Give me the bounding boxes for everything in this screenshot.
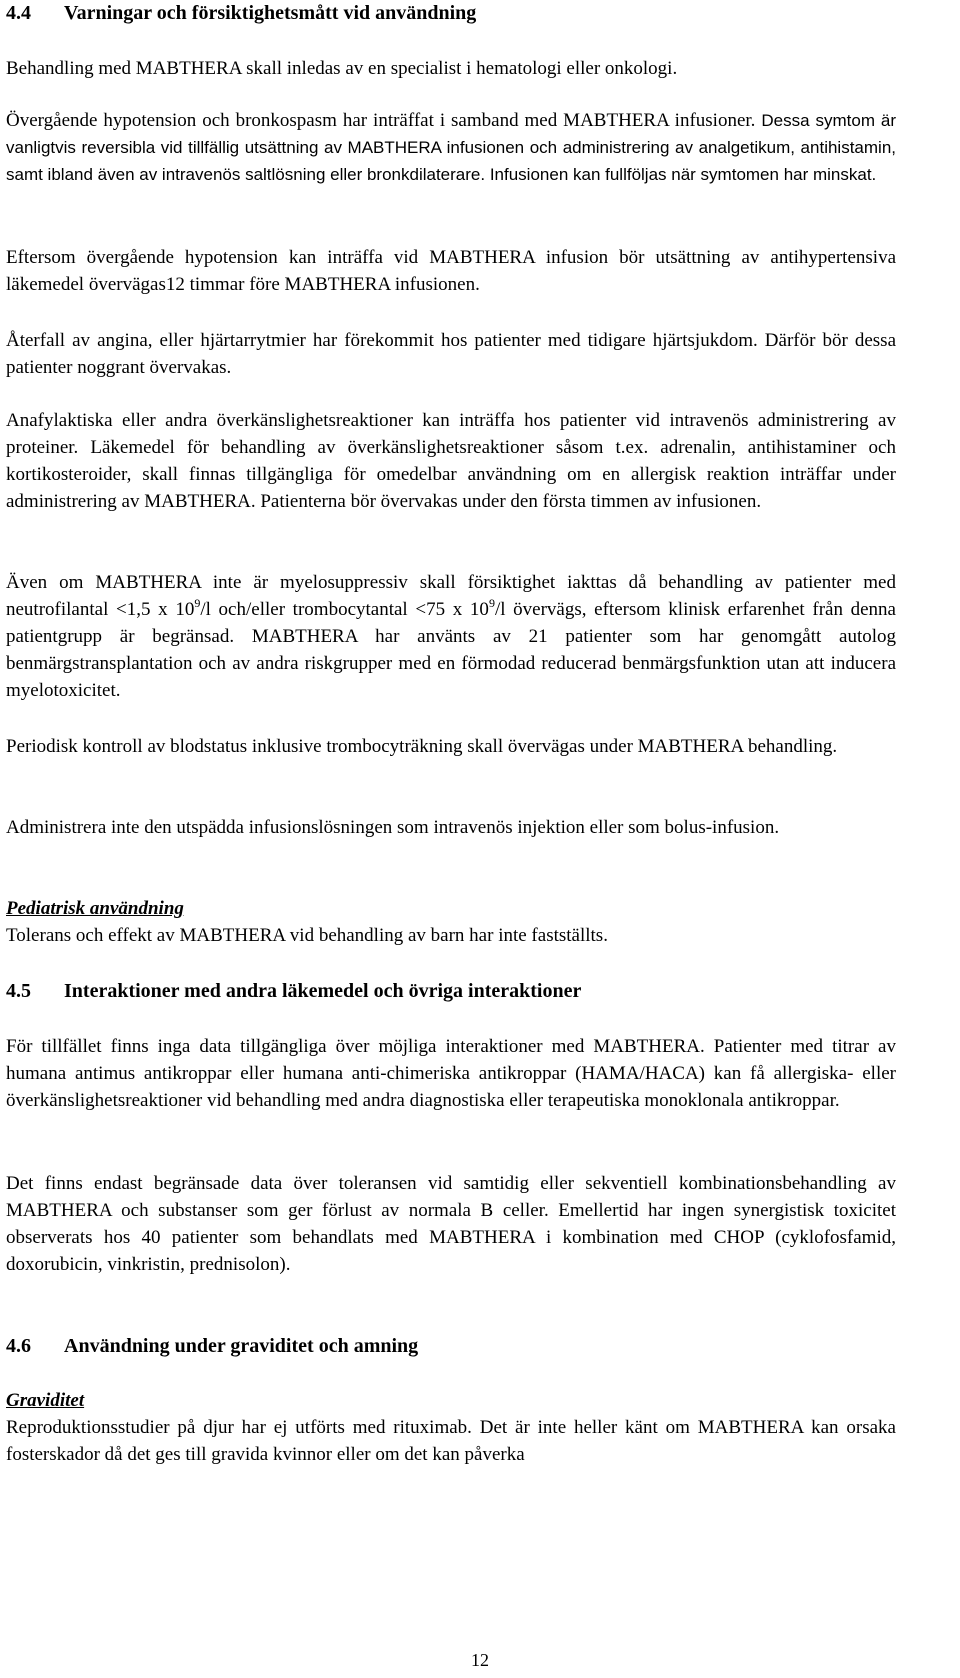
paragraph: Det finns endast begränsade data över toleransen vid samtidig eller sekventiell kombinationsbehandling av MABTHERA och substanser som ger förlust av normala B celler. Emellertid har ingen synergistisk toxicitet observerats hos 40 patienter som behandlats med MABTHERA i kombination med CHOP (cyklofosfamid, doxorubicin, vinkristin, prednisolon). [6, 1173, 896, 1275]
superscript: 9 [488, 596, 495, 610]
section-title: Användning under graviditet och amning [64, 1335, 419, 1357]
paragraph: För tillfället finns inga data tillgängliga över möjliga interaktioner med MABTHERA. Patienter med titrar av humana antimus antikroppar eller humana anti-chimeriska antikroppar (HAMA/HACA) kan få allergiska- eller överkänslighetsreaktioner vid behandling med andra diagnostiska eller terapeutiska monoklonala antikroppar. [6, 1036, 896, 1111]
paragraph-text: /l och/eller trombocytantal <75 x 10 [200, 599, 489, 620]
paragraph [6, 107, 896, 188]
paragraph [6, 569, 896, 704]
paragraph-text: /l övervägs, eftersom klinisk erfarenhet från denna patientgrupp är begränsad. MABTHERA har använts av 21 patienter som har genomgått autolog benmärgstransplantation och av andra riskgrupper med en förmodad reducerad benmärgsfunktion utan att inducera myelotoxicitet. [6, 599, 896, 701]
page-number: 12 [471, 1650, 489, 1670]
paragraph: Periodisk kontroll av blodstatus inklusive trombocyträkning skall övervägas under MABTHERA behandling. [6, 736, 838, 757]
paragraph-text: Även om MABTHERA inte är myelosuppressiv skall försiktighet iakttas då behandling av patienter med neutrofilantal <1,5 x 10 [6, 572, 896, 620]
section-number: 4.5 [6, 980, 31, 1002]
superscript: 9 [194, 596, 201, 610]
section-title: Interaktioner med andra läkemedel och övriga interaktioner [64, 980, 582, 1002]
subheading-pregnancy: Graviditet [6, 1390, 85, 1411]
paragraph: Eftersom övergående hypotension kan inträffa vid MABTHERA infusion bör utsättning av antihypertensiva läkemedel övervägas12 timmar före MABTHERA infusionen. [6, 247, 896, 295]
section-heading-4-5 [6, 978, 581, 1004]
paragraph: Administrera inte den utspädda infusionslösningen som intravenös injektion eller som bolus-infusion. [6, 817, 780, 838]
paragraph: Behandling med MABTHERA skall inledas av en specialist i hematologi eller onkologi. [6, 58, 678, 79]
paragraph-text: Övergående hypotension och bronkospasm har inträffat i samband med MABTHERA infusioner. [6, 110, 756, 131]
section-heading-4-6 [6, 1333, 418, 1359]
section-title: Varningar och försiktighetsmått vid användning [64, 2, 477, 24]
section-heading-4-4 [6, 0, 476, 26]
subheading-pediatric: Pediatrisk användning [6, 898, 184, 919]
paragraph-text: Dessa symtom är vanligtvis reversibla vid tillfällig utsättning av MABTHERA infusionen och administrering av analgetikum, antihistamin, samt ibland även av intravenös saltlösning eller bronkdilaterare. Infusionen kan fullföljas när symtomen har minskat. [6, 111, 897, 184]
paragraph: Anafylaktiska eller andra överkänslighetsreaktioner kan inträffa hos patienter vid intravenös administrering av proteiner. Läkemedel för behandling av överkänslighetsreaktioner såsom t.ex. adrenalin, antihistaminer och kortikosteroider, skall finnas tillgängliga för omedelbar användning om en allergisk reaktion inträffar under administrering av MABTHERA. Patienterna bör övervakas under den första timmen av infusionen. [6, 410, 896, 512]
paragraph: Återfall av angina, eller hjärtarrytmier har förekommit hos patienter med tidigare hjärtsjukdom. Därför bör dessa patienter noggrant övervakas. [6, 330, 896, 378]
section-number: 4.6 [6, 1335, 31, 1357]
paragraph: Reproduktionsstudier på djur har ej utförts med rituximab. Det är inte heller känt om MABTHERA kan orsaka fosterskador då det ges till gravida kvinnor eller om det kan påverka [6, 1417, 896, 1465]
section-number: 4.4 [6, 2, 31, 24]
paragraph: Tolerans och effekt av MABTHERA vid behandling av barn har inte fastställts. [6, 925, 608, 946]
